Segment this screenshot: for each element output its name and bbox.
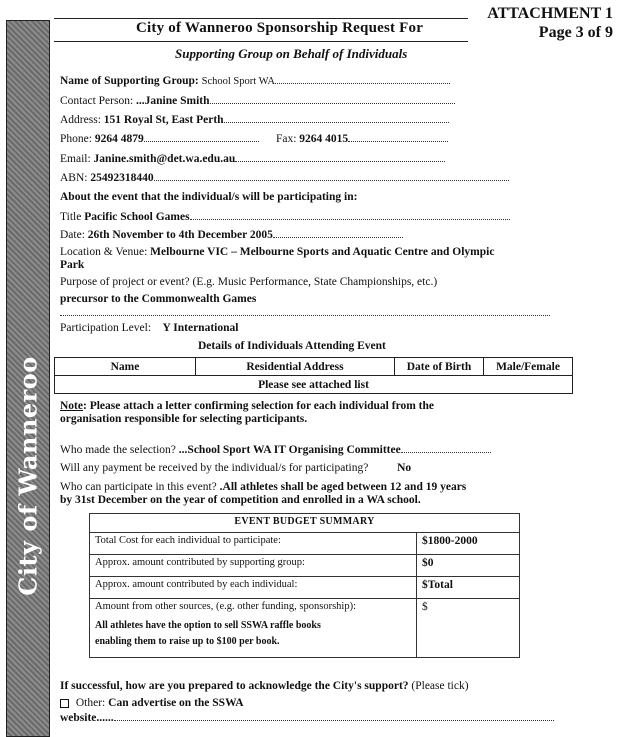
who-row	[60, 481, 466, 493]
note-label: Note	[60, 400, 83, 412]
other-value-2: website......	[60, 712, 114, 724]
selection-row	[60, 443, 491, 456]
contact-value: ...Janine Smith	[136, 95, 210, 107]
dotted-line	[275, 74, 450, 84]
budget-value: $1800-2000	[417, 533, 520, 555]
selection-label: Who made the selection?	[60, 444, 176, 456]
abn-row	[60, 171, 509, 184]
budget-label: Approx. amount contributed by each individual:	[90, 577, 417, 599]
note-text-2: organisation responsible for selecting participants.	[60, 413, 308, 425]
participation-value: Y International	[162, 322, 239, 334]
budget-header-row	[90, 514, 520, 533]
note-row	[60, 400, 434, 412]
table-header-row	[55, 358, 573, 376]
email-row	[60, 152, 445, 165]
payment-label: Will any payment be received by the individual/s for participating?	[60, 462, 369, 474]
budget-heading-text: EVENT BUDGET SUMMARY	[234, 516, 375, 527]
event-purpose-label: Purpose of project or event? (E.g. Music Performance, State Championships, etc.)	[60, 276, 438, 288]
budget-other-note-2: enabling them to raise up to $100 per book.	[95, 636, 280, 647]
event-venue-value-2: Park	[60, 259, 85, 271]
sidebar-banner	[6, 20, 50, 737]
who-value-1: .All athletes shall be aged between 12 and 19 years	[219, 481, 467, 493]
participation-label: Participation Level:	[60, 322, 152, 334]
table-row	[90, 555, 520, 577]
abn-value: 25492318440	[90, 172, 154, 184]
other-row	[60, 697, 244, 709]
email-value: Janine.smith@det.wa.edu.au	[93, 153, 236, 165]
budget-other-cell	[90, 599, 417, 658]
dotted-line	[210, 94, 455, 104]
event-date-value: 26th November to 4th December 2005	[87, 229, 273, 241]
selection-value: ...School Sport WA IT Organising Committee	[178, 444, 401, 456]
page-title: City of Wanneroo Sponsorship Request For	[136, 20, 424, 36]
dotted-line	[348, 132, 448, 142]
col-name: Name	[55, 358, 196, 376]
participation-row	[60, 322, 238, 334]
who-label: Who can participate in this event?	[60, 481, 217, 493]
payment-value: No	[397, 462, 412, 474]
event-heading: About the event that the individual/s will be participating in:	[60, 191, 358, 203]
group-value: School Sport WA	[201, 76, 275, 87]
email-label: Email:	[60, 153, 91, 165]
address-value: 151 Royal St, East Perth	[103, 114, 224, 126]
individuals-table	[54, 357, 573, 394]
phone-row	[60, 132, 448, 145]
event-title-row	[60, 210, 510, 223]
group-label: Name of Supporting Group:	[60, 75, 199, 87]
dotted-line	[144, 132, 259, 142]
dotted-line	[114, 711, 554, 721]
event-date-row	[60, 228, 403, 241]
page-number: Page 3 of 9	[538, 24, 613, 41]
title-bar	[54, 18, 468, 42]
budget-other-note-1: All athletes have the option to sell SSWA raffle books	[95, 620, 321, 631]
note-text-1: : Please attach a letter confirming selection for each individual from the	[83, 400, 435, 412]
fax-label: Fax:	[275, 133, 297, 145]
acknowledge-row	[60, 680, 469, 692]
tick-note: (Please tick)	[411, 680, 469, 692]
dotted-line	[154, 171, 509, 181]
table-row	[90, 599, 520, 658]
col-address: Residential Address	[196, 358, 395, 376]
event-venue-label: Location & Venue:	[60, 246, 148, 258]
attachment-number: ATTACHMENT 1	[487, 5, 613, 22]
other-value: Can advertise on the SSWA	[108, 697, 244, 709]
budget-table	[89, 513, 520, 658]
dotted-line	[224, 113, 449, 123]
budget-value: $0	[417, 555, 520, 577]
event-venue-value: Melbourne VIC – Melbourne Sports and Aquatic Centre and Olympic	[150, 246, 495, 258]
page-subtitle: Supporting Group on Behalf of Individuals	[175, 46, 408, 61]
event-venue-row	[60, 246, 494, 258]
group-row	[60, 74, 450, 87]
abn-label: ABN:	[60, 172, 88, 184]
individuals-heading: Details of Individuals Attending Event	[198, 340, 386, 352]
event-purpose-value: precursor to the Commonwealth Games	[60, 293, 257, 305]
other-label: Other:	[75, 697, 106, 709]
purpose-dotted-row	[60, 306, 550, 319]
event-date-label: Date:	[60, 229, 85, 241]
dotted-line	[235, 152, 445, 162]
attached-list-note: Please see attached list	[55, 376, 573, 394]
fax-value: 9264 4015	[299, 133, 349, 145]
contact-label: Contact Person:	[60, 95, 134, 107]
budget-label: Approx. amount contributed by supporting group:	[90, 555, 417, 577]
phone-label: Phone:	[60, 133, 92, 145]
contact-row	[60, 94, 455, 107]
dotted-line	[190, 210, 510, 220]
dotted-line	[273, 228, 403, 238]
who-value-2: by 31st December on the year of competition and enrolled in a WA school.	[60, 494, 421, 506]
dotted-line	[60, 306, 550, 316]
budget-value: $Total	[417, 577, 520, 599]
other-checkbox[interactable]	[60, 699, 69, 708]
other-row-2	[60, 711, 554, 724]
event-title-value: Pacific School Games	[84, 211, 190, 223]
payment-row	[60, 462, 411, 474]
budget-value: $	[417, 599, 520, 658]
table-row	[90, 577, 520, 599]
acknowledge-question: If successful, how are you prepared to acknowledge the City's support?	[60, 680, 409, 692]
dotted-line	[401, 443, 491, 453]
table-row	[55, 376, 573, 394]
address-label: Address:	[60, 114, 101, 126]
budget-label: Total Cost for each individual to participate:	[90, 533, 417, 555]
address-row	[60, 113, 449, 126]
budget-label: Amount from other sources, (e.g. other funding, sponsorship):	[95, 601, 356, 612]
col-gender: Male/Female	[484, 358, 573, 376]
phone-value: 9264 4879	[94, 133, 144, 145]
attachment-label	[487, 4, 613, 42]
sidebar-title: City of Wanneroo	[13, 356, 43, 596]
event-title-label: Title	[60, 211, 82, 223]
col-dob: Date of Birth	[395, 358, 484, 376]
budget-heading	[90, 514, 520, 533]
table-row	[90, 533, 520, 555]
